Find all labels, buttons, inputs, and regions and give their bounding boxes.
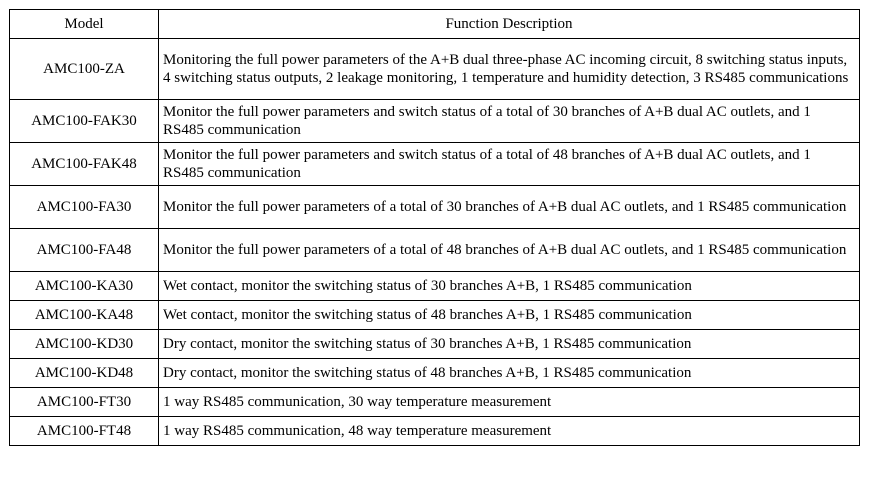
model-cell: AMC100-FT48 xyxy=(10,417,159,446)
model-cell: AMC100-FA30 xyxy=(10,186,159,229)
description-cell: Monitor the full power parameters and switch status of a total of 48 branches of A+B dual AC outlets, and 1 RS485 communication xyxy=(159,143,860,186)
table-row xyxy=(10,417,860,446)
table-row xyxy=(10,229,860,272)
table-row xyxy=(10,272,860,301)
model-cell: AMC100-ZA xyxy=(10,39,159,100)
description-cell: Monitor the full power parameters and switch status of a total of 30 branches of A+B dual AC outlets, and 1 RS485 communication xyxy=(159,100,860,143)
model-function-table xyxy=(9,9,860,446)
table-row xyxy=(10,143,860,186)
description-cell: 1 way RS485 communication, 48 way temperature measurement xyxy=(159,417,860,446)
table-row xyxy=(10,100,860,143)
description-cell: 1 way RS485 communication, 30 way temperature measurement xyxy=(159,388,860,417)
model-cell: AMC100-FAK48 xyxy=(10,143,159,186)
model-cell: AMC100-KA30 xyxy=(10,272,159,301)
model-cell: AMC100-KD48 xyxy=(10,359,159,388)
header-model: Model xyxy=(10,10,159,39)
table-row xyxy=(10,388,860,417)
description-cell: Monitoring the full power parameters of the A+B dual three-phase AC incoming circuit, 8 switching status inputs, 4 switching status outputs, 2 leakage monitoring, 1 temperature and humidity detection, 3 RS485 communications xyxy=(159,39,860,100)
model-cell: AMC100-FA48 xyxy=(10,229,159,272)
model-cell: AMC100-FAK30 xyxy=(10,100,159,143)
description-cell: Monitor the full power parameters of a total of 30 branches of A+B dual AC outlets, and 1 RS485 communication xyxy=(159,186,860,229)
model-cell: AMC100-KA48 xyxy=(10,301,159,330)
description-cell: Monitor the full power parameters of a total of 48 branches of A+B dual AC outlets, and 1 RS485 communication xyxy=(159,229,860,272)
header-function-description: Function Description xyxy=(159,10,860,39)
description-cell: Wet contact, monitor the switching status of 48 branches A+B, 1 RS485 communication xyxy=(159,301,860,330)
table-row xyxy=(10,359,860,388)
header-row xyxy=(10,10,860,39)
table-row xyxy=(10,186,860,229)
model-function-table-container xyxy=(9,9,860,446)
table-row xyxy=(10,39,860,100)
table-row xyxy=(10,330,860,359)
description-cell: Wet contact, monitor the switching status of 30 branches A+B, 1 RS485 communication xyxy=(159,272,860,301)
model-cell: AMC100-FT30 xyxy=(10,388,159,417)
description-cell: Dry contact, monitor the switching status of 48 branches A+B, 1 RS485 communication xyxy=(159,359,860,388)
description-cell: Dry contact, monitor the switching status of 30 branches A+B, 1 RS485 communication xyxy=(159,330,860,359)
model-cell: AMC100-KD30 xyxy=(10,330,159,359)
table-row xyxy=(10,301,860,330)
